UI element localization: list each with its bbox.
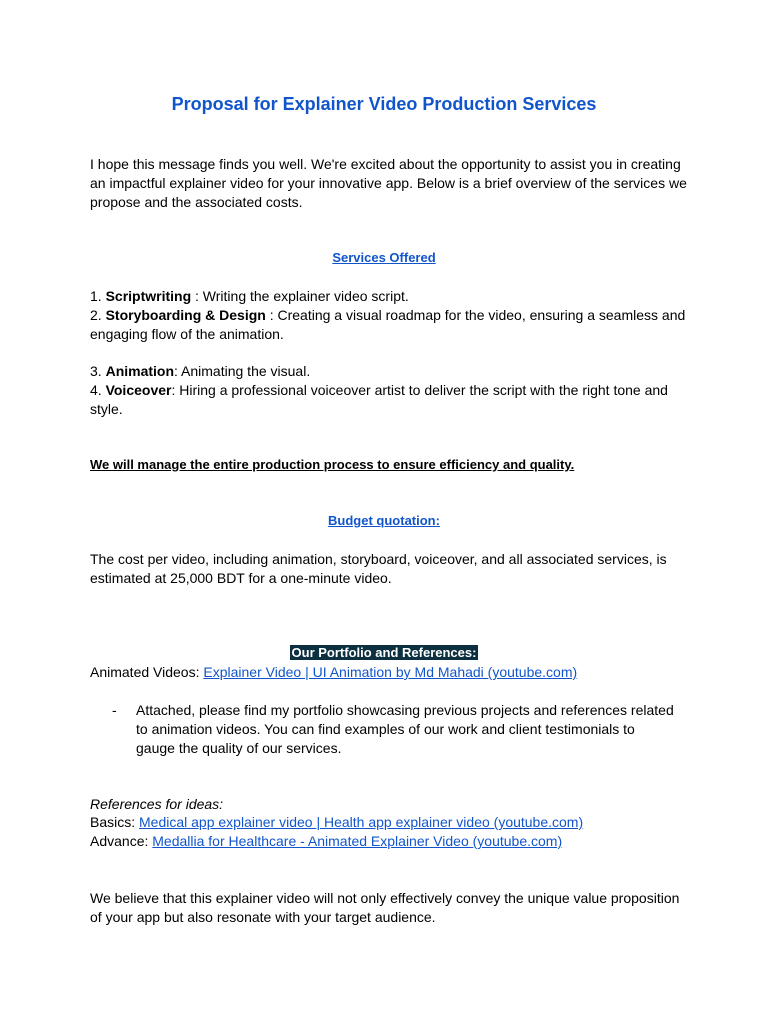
service-item-3 bbox=[90, 362, 690, 381]
manage-statement: We will manage the entire production process to ensure efficiency and quality. bbox=[90, 457, 575, 472]
service-name: Scriptwriting bbox=[105, 288, 192, 304]
intro-paragraph: I hope this message finds you well. We're excited about the opportunity to assist you in creating an impactful explainer video for your innovative app. Below is a brief overview of the services we propose and the associated costs. bbox=[90, 156, 687, 210]
service-item-1 bbox=[90, 287, 690, 306]
animated-videos-link[interactable]: Explainer Video | UI Animation by Md Mahadi (youtube.com) bbox=[203, 664, 578, 680]
budget-heading-link[interactable]: Budget quotation: bbox=[328, 513, 440, 528]
portfolio-heading bbox=[0, 644, 768, 662]
service-description: : Writing the explainer video script. bbox=[191, 288, 409, 304]
references-heading: References for ideas: bbox=[90, 796, 224, 812]
basics-line bbox=[90, 813, 690, 832]
portfolio-heading-text: Our Portfolio and References: bbox=[291, 645, 477, 660]
document-title: Proposal for Explainer Video Production Services bbox=[171, 94, 597, 114]
budget-heading bbox=[0, 512, 768, 530]
services-heading-link[interactable]: Services Offered bbox=[332, 250, 436, 265]
advance-line bbox=[90, 832, 690, 851]
service-name: Animation bbox=[105, 363, 175, 379]
service-item-2 bbox=[90, 306, 690, 344]
service-number: 2. bbox=[90, 307, 102, 323]
closing-paragraph: We believe that this explainer video will not only effectively convey the unique value proposition of your app but also resonate with your target audience. bbox=[90, 890, 680, 925]
services-heading bbox=[0, 249, 768, 267]
advance-link[interactable]: Medallia for Healthcare - Animated Explainer Video (youtube.com) bbox=[152, 833, 563, 849]
budget-paragraph: The cost per video, including animation, storyboard, voiceover, and all associated services, is estimated at 25,000 BDT for a one-minute video. bbox=[90, 551, 667, 586]
basics-label: Basics: bbox=[90, 814, 140, 830]
service-description: : Creating a visual roadmap for the video, ensuring a seamless and engaging flow of the animation. bbox=[90, 307, 686, 342]
advance-label: Advance: bbox=[90, 833, 153, 849]
service-name: Voiceover bbox=[105, 382, 172, 398]
animated-videos-line bbox=[90, 663, 690, 682]
bullet-dash: - bbox=[112, 702, 117, 718]
service-description: : Hiring a professional voiceover artist to deliver the script with the right tone and style. bbox=[90, 382, 668, 417]
bullet-text: Attached, please find my portfolio showcasing previous projects and references related to animation videos. You can find examples of our work and client testimonials to gauge the quality of our services. bbox=[136, 702, 674, 756]
service-number: 1. bbox=[90, 288, 102, 304]
service-item-4 bbox=[90, 381, 690, 419]
service-description: : Animating the visual. bbox=[174, 363, 311, 379]
service-number: 4. bbox=[90, 382, 102, 398]
service-name: Storyboarding & Design bbox=[105, 307, 266, 323]
service-number: 3. bbox=[90, 363, 102, 379]
animated-videos-label: Animated Videos: bbox=[90, 664, 204, 680]
basics-link[interactable]: Medical app explainer video | Health app explainer video (youtube.com) bbox=[139, 814, 584, 830]
